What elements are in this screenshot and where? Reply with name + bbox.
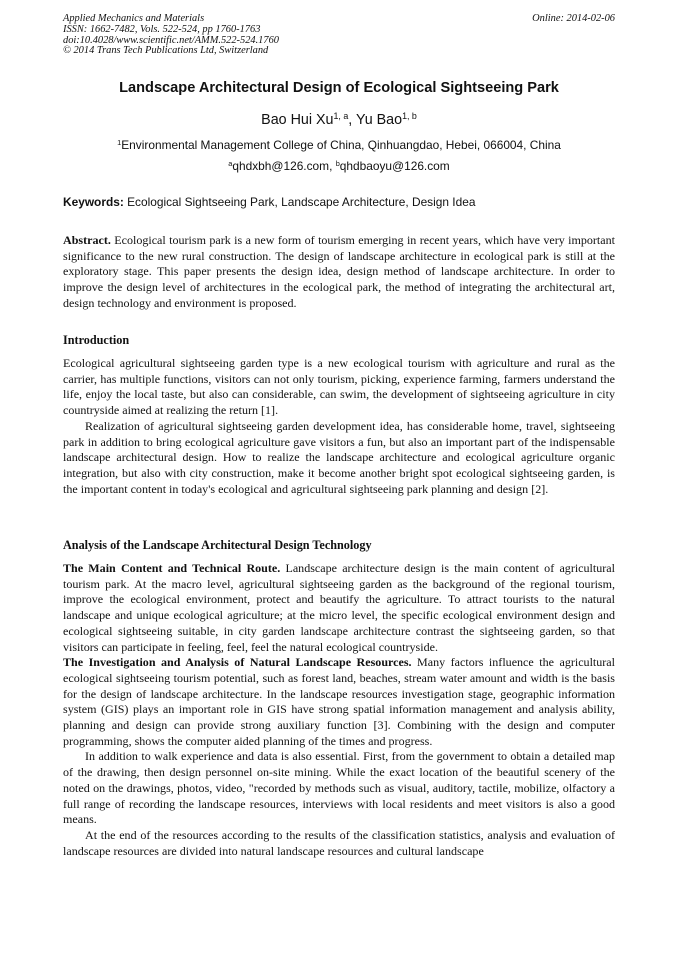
journal-name: Applied Mechanics and Materials: [63, 13, 205, 24]
email-a[interactable]: qhdxbh@126.com,: [232, 159, 336, 173]
copyright-line: © 2014 Trans Tech Publications Ltd, Switzerland: [63, 45, 269, 57]
introduction-section: [63, 356, 615, 497]
author-2-sup: 1, b: [402, 111, 417, 122]
analysis-p1-text: Landscape architecture design is the main content of agricultural tourism park. At the macro level, agricultural sightseeing garden as the background of the regional tourism, improve the ecological environment, protect and beautify the agriculture. To attract tourists to the natural landscape and unique ecological agriculture; at the micro level, the specific ecological environment design and ecological sightseeing suitable, in city garden landscape architecture contrast the sightseeing garden, so that visitors can participate in feeling, feel, feel the natural ecological countryside.: [63, 561, 615, 654]
author-separator: ,: [348, 112, 356, 128]
email-b-sup: b: [335, 158, 340, 168]
analysis-paragraph-3: In addition to walk experience and data is also essential. First, from the government to obtain a detailed map of the drawing, then design personnel on-site mining. While the exact location of the beautiful scenery of the noted on the drawings, photos, video, "recorded by methods such as visual, auditory, tactile, mobilize, olfactory a full range of recording the landscape resources, interviews with local residents and meet visitors is also a good means.: [63, 749, 615, 827]
analysis-p2-label: The Investigation and Analysis of Natural Landscape Resources.: [63, 655, 412, 670]
keywords-text: Ecological Sightseeing Park, Landscape Architecture, Design Idea: [123, 195, 476, 209]
intro-paragraph-1: Ecological agricultural sightseeing garden type is a new ecological tourism with agriculture and rural as the carrier, has multiple functions, visitors can not only tourism, picking, experience farming, farmers understand the life, enjoy the local taste, but also can considerable, can swim, the development of sightseeing agriculture in city countryside aimed at realizing the return [1].: [63, 356, 615, 418]
introduction-heading: Introduction: [63, 333, 130, 347]
author-list: [40, 112, 638, 128]
doi-line: doi:10.4028/www.scientific.net/AMM.522-524.1760: [63, 34, 279, 46]
abstract: [63, 233, 615, 312]
analysis-p2-text: Many factors influence the agricultural ecological sightseeing tourism potential, such as forest land, beaches, stream water amount and width is the basis for the design of landscape architecture. In the landscape resources investigation stage, geographic information system (GIS) plays an important role in GIS have strong spatial information management and analysis ability, planning and design can provide strong auxiliary function [3]. Combining with the design and computer programming, shows the computer aided planning of the times and progress.: [63, 655, 615, 748]
author-1-name: Bao Hui Xu: [261, 112, 334, 128]
affiliation: [40, 138, 638, 152]
online-date: Online: 2014-02-06: [532, 13, 615, 24]
email-b[interactable]: qhdbaoyu@126.com: [339, 159, 450, 173]
email-a-sup: a: [228, 158, 233, 168]
author-emails: [40, 159, 638, 173]
analysis-section: [63, 561, 615, 859]
analysis-paragraph-4: At the end of the resources according to the results of the classification statistics, analysis and evaluation of landscape resources are divided into natural landscape resources and cultural landscape: [63, 827, 615, 858]
affiliation-sup: 1: [117, 137, 122, 147]
intro-paragraph-2: Realization of agricultural sightseeing garden development idea, has considerable home, travel, sightseeing park in addition to bring ecological agriculture gave visitors a fun, but also an important part of the indispensable landscape architectural design. How to realize the landscape architecture and ecological agriculture organic integration, but also with city construction, make it become another bright spot ecological sightseeing garden, is the important content in today's ecological and agricultural sightseeing park planning and design [2].: [63, 418, 615, 496]
abstract-label: Abstract.: [63, 233, 111, 247]
analysis-p1-label: The Main Content and Technical Route.: [63, 561, 281, 575]
abstract-text: Ecological tourism park is a new form of tourism emerging in recent years, which have very important significance to the new rural construction. The design of landscape architecture in ecological park is still at the exploratory stage. This paper presents the design idea, design method of landscape architecture. In order to improve the design level of architectures in the ecological park, the method of integrating the architectural art, design technology and environment is proposed.: [63, 233, 615, 310]
issn-line: ISSN: 1662-7482, Vols. 522-524, pp 1760-1763: [63, 23, 261, 35]
author-1-sup: 1, a: [333, 111, 349, 122]
analysis-paragraph-2: [63, 655, 615, 749]
abstract-paragraph: [63, 233, 615, 312]
keywords: [63, 195, 615, 209]
analysis-paragraph-1: [63, 561, 615, 655]
affiliation-text: Environmental Management College of China, Qinhuangdao, Hebei, 066004, China: [121, 138, 561, 152]
paper-title: Landscape Architectural Design of Ecological Sightseeing Park: [119, 80, 559, 96]
keywords-label: Keywords:: [63, 195, 124, 209]
author-2-name: Yu Bao: [355, 112, 403, 128]
analysis-heading: Analysis of the Landscape Architectural Design Technology: [63, 538, 372, 552]
running-header: [63, 14, 615, 57]
